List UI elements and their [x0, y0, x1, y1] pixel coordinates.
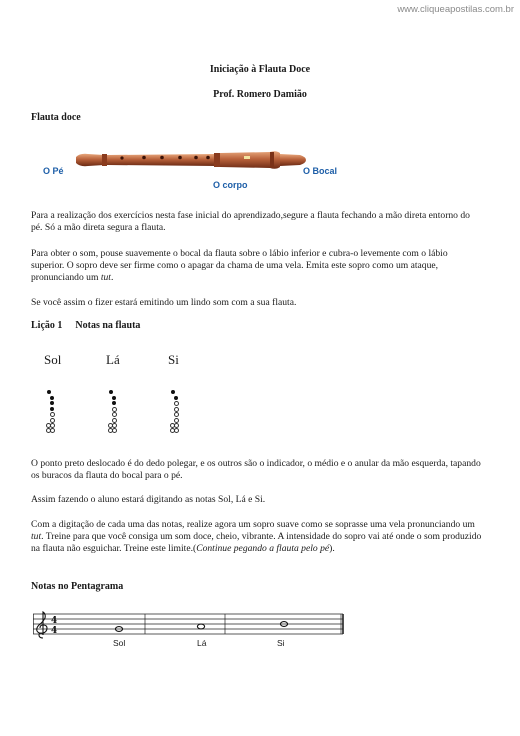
open-hole: [112, 407, 117, 412]
time-sig-bottom: 4: [51, 626, 58, 636]
time-sig-top: 4: [51, 616, 58, 626]
open-hole: [112, 412, 117, 417]
open-hole: [170, 423, 175, 428]
paragraph-fingers: O ponto preto deslocado é do dedo polegar, e os outros são o indicador, o médio e o anular da mão esquerda, tapando os buracos da flauta do bocal para o pé.: [31, 458, 481, 482]
fingering-chart-la: [109, 390, 119, 434]
closed-hole: [112, 396, 116, 400]
open-hole: [50, 412, 55, 417]
paragraph-holding: Para a realização dos exercícios nesta fase inicial do aprendizado,segure a flauta fechando a mão direta entorno do pé. Só a mão direta segura a flauta.: [31, 210, 470, 234]
thumb-hole: [171, 390, 175, 394]
music-staff: [33, 608, 345, 644]
closed-hole: [174, 396, 178, 400]
open-hole: [112, 418, 117, 423]
note-la: [197, 624, 204, 629]
closed-hole: [50, 407, 54, 411]
lesson-heading: Lição 1 Notas na flauta: [31, 320, 141, 331]
closed-hole: [50, 396, 54, 400]
recorder-illustration: [74, 144, 310, 176]
thumb-hole: [47, 390, 51, 394]
thumb-hole: [109, 390, 113, 394]
paragraph-result: Se você assim o fizer estará emitindo um lindo som com a sua flauta.: [31, 297, 297, 308]
note-name-la: Lá: [106, 352, 120, 367]
flute-label-foot: O Pé: [43, 166, 64, 176]
author: Prof. Romero Damião: [213, 89, 307, 100]
paragraph-sound: Para obter o som, pouse suavemente o bocal da flauta sobre o lábio inferior e cubra-o levemente com o lábio superior. O sopro deve ser firme como o apagar da chama de uma vela. Emita este sopro como um ataque, pronunciando um tut.: [31, 248, 448, 284]
open-hole: [174, 401, 179, 406]
open-hole: [174, 418, 179, 423]
staff-label-sol: Sol: [113, 638, 126, 648]
section-heading-flauta: Flauta doce: [31, 112, 81, 123]
open-hole: [46, 423, 51, 428]
fingering-chart-sol: [47, 390, 57, 434]
staff-label-la: Lá: [197, 638, 207, 648]
staff-label-si: Si: [277, 638, 285, 648]
open-hole: [174, 407, 179, 412]
note-name-sol: Sol: [44, 352, 62, 367]
staff-heading: Notas no Pentagrama: [31, 581, 124, 592]
flute-label-mouthpiece: O Bocal: [303, 166, 338, 176]
flute-label-body: O corpo: [213, 180, 248, 190]
closed-hole: [112, 401, 116, 405]
open-hole: [108, 423, 113, 428]
site-url: www.cliqueapostilas.com.br: [397, 4, 514, 15]
open-hole: [174, 412, 179, 417]
paragraph-practice: Com a digitação de cada uma das notas, realize agora um sopro suave como se soprasse uma vela pronunciando um tut. Treine para que você consiga um som doce, cheio, vibrante. A intensidade do sopro vai até onde o som produzido na flauta não esguichar. Treine este limite.(Continue pegando a flauta pelo pé).: [31, 519, 482, 555]
page-title: Iniciação à Flauta Doce: [209, 64, 311, 75]
fingering-chart-si: [171, 390, 181, 434]
open-hole: [50, 418, 55, 423]
paragraph-notes: Assim fazendo o aluno estará digitando as notas Sol, Lá e Si.: [31, 494, 266, 505]
closed-hole: [50, 401, 54, 405]
note-name-si: Si: [168, 352, 179, 367]
